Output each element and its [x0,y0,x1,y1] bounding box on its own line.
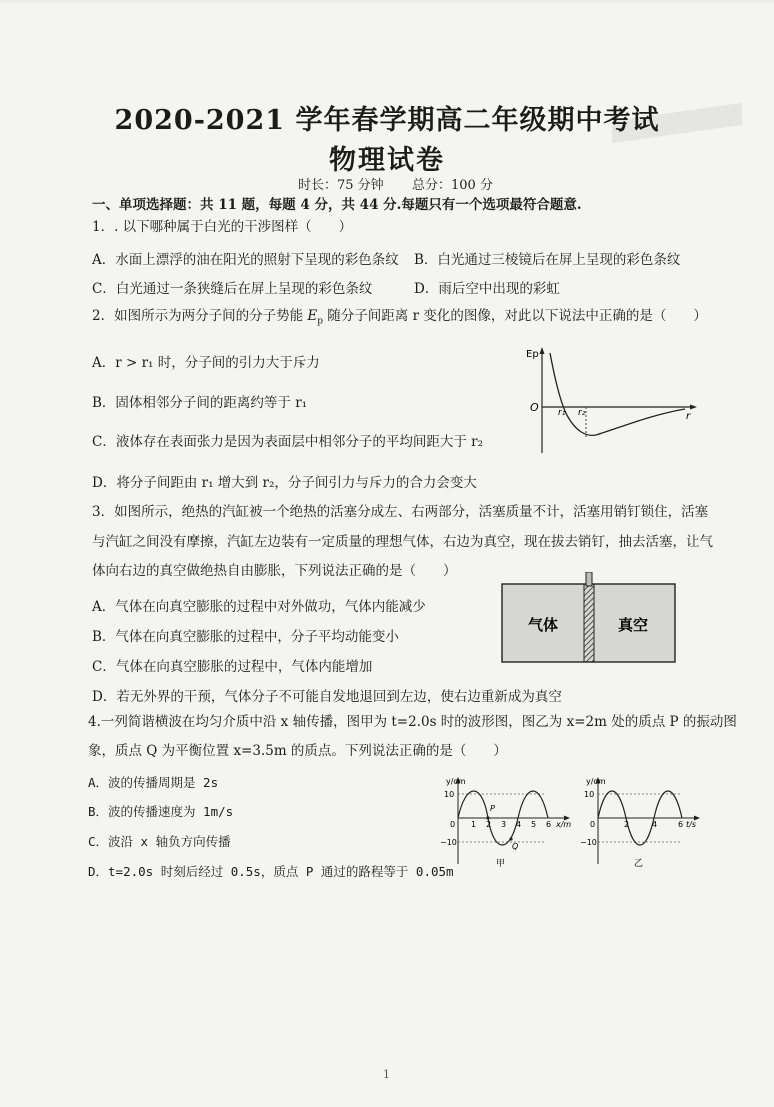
q4-option-b: B．波的传播速度为 1m/s [88,804,234,819]
jia-origin: 0 [450,820,456,829]
q3-option-d: D．若无外界的干预，气体分子不可能自发地退回到左边，使右边重新成为真空 [92,689,562,705]
yi-ymax: 10 [584,790,595,799]
yi-xlabel: t/s [686,820,696,829]
question-3-line2: 与汽缸之间没有摩擦，汽缸左边装有一定质量的理想气体，右边为真空，现在拔去销钉，抽去活塞，让气 [92,534,713,550]
q2-stem-pre: 2．如图所示为两分子间的分子势能 [92,308,308,324]
yi-ylabel: y/cm [586,777,606,786]
exam-title: 2020-2021 学年春学期高二年级期中考试 [114,105,660,136]
q2-stem-post: 随分子间距离 r 变化的图像，对此以下说法中正确的是（ ） [323,308,707,324]
yi-tick-6: 6 [678,820,684,829]
q2-ep-symbol: E [307,308,318,324]
yi-tick-4: 4 [652,820,658,829]
question-4-line1: 4.一列简谐横波在均匀介质中沿 x 轴传播，图甲为 t=2.0s 时的波形图，图乙为 x=2m 处的质点 P 的振动图 [88,714,737,730]
yi-ymin: −10 [580,838,597,847]
q2-option-c: C．液体存在表面张力是因为表面层中相邻分子的平均间距大于 r₂ [92,434,483,450]
question-4-line2: 象，质点 Q 为平衡位置 x=3.5m 的质点。下列说法正确的是（ ） [88,743,507,759]
jia-tick-2: 2 [486,820,492,829]
page-number: 1 [383,1068,390,1081]
q2-option-d: D．将分子间距由 r₁ 增大到 r₂，分子间引力与斥力的合力会变大 [92,475,477,491]
potential-energy-graph [520,345,700,455]
cylinder-vacuum-label: 真空 [618,616,649,634]
graph-origin: O [530,401,539,414]
graph-xlabel: r [686,411,691,422]
yi-tick-2: 2 [624,820,630,829]
exam-duration: 时长：75 分钟 [298,178,384,193]
yi-origin: 0 [590,820,596,829]
jia-tick-6: 6 [546,820,552,829]
question-1-stem: 1．. 以下哪种属于白光的干涉图样（ ） [92,219,353,235]
section-heading: 一、单项选择题：共 11 题，每题 4 分，共 44 分.每题只有一个选项最符合题意. [92,197,582,213]
question-3-line3: 体向右边的真空做绝热自由膨胀，下列说法正确的是（ ） [92,563,457,579]
question-2-stem [92,310,707,327]
graph-ylabel: Ep [526,349,539,360]
exam-subtitle: 物理试卷 [329,145,445,176]
scan-artifact [0,0,774,3]
jia-ymax: 10 [444,790,455,799]
cylinder-gas-label: 气体 [528,616,559,634]
jia-ymin: −10 [440,838,457,847]
q1-option-d: D．雨后空中出现的彩虹 [414,281,560,297]
q1-option-c: C．白光通过一条狭缝后在屏上呈现的彩色条纹 [92,281,373,297]
jia-xlabel: x/m [556,820,572,829]
jia-ylabel: y/cm [446,777,466,786]
q3-option-b: B．气体在向真空膨胀的过程中，分子平均动能变小 [92,629,399,645]
jia-point-q: Q [512,842,519,851]
jia-caption: 甲 [496,859,506,868]
q4-option-d: D．t=2.0s 时刻后经过 0.5s，质点 P 通过的路程等于 0.05m [88,864,454,879]
jia-tick-5: 5 [531,820,537,829]
exam-score: 总分：100 分 [412,178,493,193]
yi-caption: 乙 [634,859,644,868]
question-3-line1: 3．如图所示，绝热的汽缸被一个绝热的活塞分成左、右两部分，活塞质量不计，活塞用销钉锁住，活塞 [92,504,709,520]
q2-option-b: B．固体相邻分子间的距离约等于 r₁ [92,395,308,411]
q4-option-c: C．波沿 x 轴负方向传播 [88,834,231,849]
graph-r2-label: r₂ [578,408,586,418]
jia-tick-4: 4 [516,820,522,829]
jia-point-p: P [490,804,495,813]
jia-tick-3: 3 [501,820,507,829]
q2-option-a: A．r > r₁ 时，分子间的引力大于斥力 [92,355,320,371]
wave-graph-jia [436,776,576,868]
jia-tick-1: 1 [471,820,477,829]
q2-ep-subscript: p [317,316,324,327]
q1-option-a: A．水面上漂浮的油在阳光的照射下呈现的彩色条纹 [92,252,399,268]
graph-r1-label: r₁ [558,408,566,418]
q1-option-b: B．白光通过三棱镜后在屏上呈现的彩色条纹 [414,252,681,268]
q4-option-a: A．波的传播周期是 2s [88,775,219,790]
q3-option-a: A．气体在向真空膨胀的过程中对外做功，气体内能减少 [92,599,426,615]
vibration-graph-yi [578,776,708,868]
cylinder-figure [500,572,678,664]
q3-option-c: C．气体在向真空膨胀的过程中，气体内能增加 [92,659,373,675]
